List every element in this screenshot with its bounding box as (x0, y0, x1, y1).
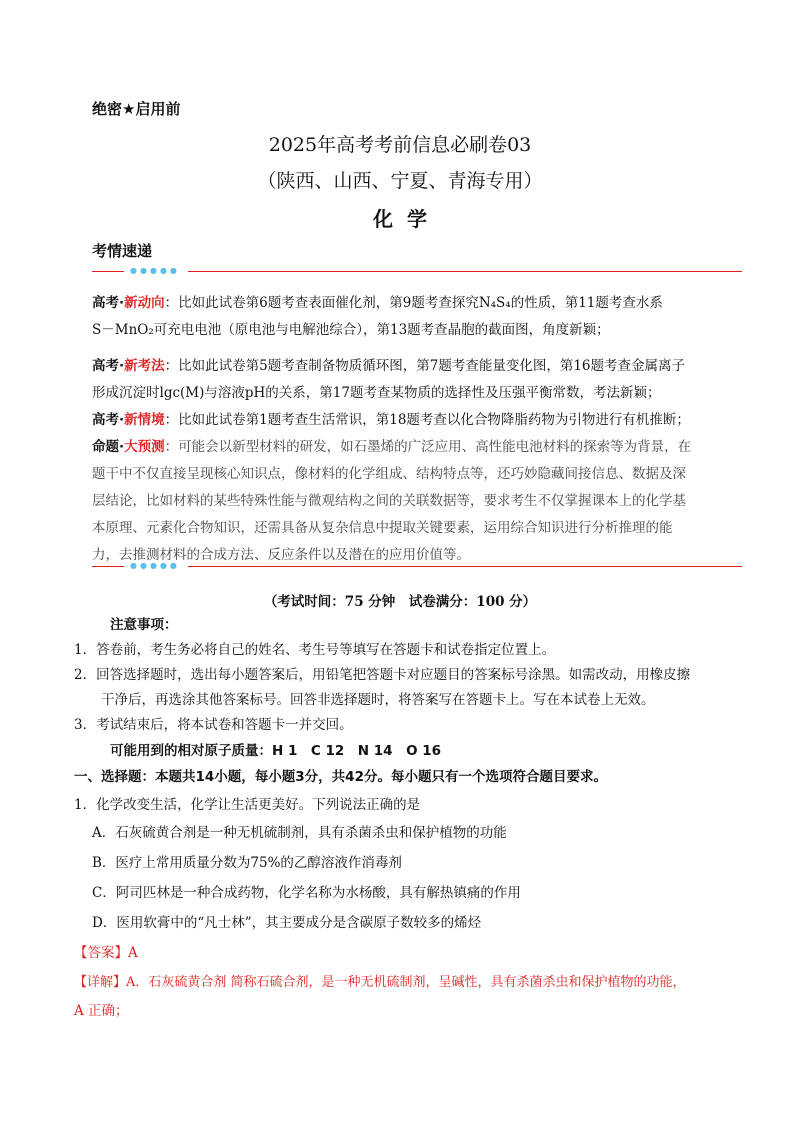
intro-paragraph-4: 命题·大预测：可能会以新型材料的研发，如石墨烯的广泛应用、高性能电池材料的探索等为背景，在 题干中不仅直接呈现核心知识点，像材料的化学组成、结构特点等，还巧妙隐藏间接信息、数据及深 层结论，比如材料的某些特殊性能与微观结构之间的关联数据等，要求考生不仅掌握课本上的化学基 本原理、元素化合物知识，还需具备从复杂信息中提取关键要素，运用综合知识进行分析推理的能 力，去推测材料的合成方法、反应条件以及潜在的应用价值等。 (92, 439, 692, 563)
exam-region: （陕西、山西、宁夏、青海专用） (257, 170, 543, 192)
question-1-detail: 【详解】A．石灰硫黄合剂 简称石硫合剂，是一种无机硫制剂，呈碱性，具有杀菌杀虫和保护植物的功能， (74, 975, 686, 990)
section-heading-overview: 考情速递 (92, 242, 153, 260)
intro-paragraph-1: 高考·新动向：比如此试卷第6题考查表面催化剂，第9题考查探究N₄S₄的性质，第11题考查水系 S－MnO₂可充电电池（原电池与电解池综合），第13题考查晶胞的截面图，角度新颖； (92, 295, 663, 338)
exam-title: 2025年高考考前信息必刷卷03 (268, 134, 532, 156)
notes-heading: 注意事项： (110, 617, 178, 633)
note-item-2: 2．回答选择题时，选出每小题答案后，用铅笔把答题卡对应题目的答案标号涂黑。如需改动，用橡皮擦 (74, 667, 691, 683)
question-1-detail-cont: A 正确； (74, 1003, 129, 1019)
note-item-3: 3．考试结束后，将本试卷和答题卡一并交回。 (74, 717, 353, 733)
question-1-stem: 1．化学改变生活，化学让生活更美好。下列说法正确的是 (74, 797, 421, 813)
exam-subject: 化学 (373, 207, 441, 231)
intro-paragraph-2: 高考·新考法：比如此试卷第5题考查制备物质循环图，第7题考查能量变化图，第16题考查金属离子 形成沉淀时lgc(M)与溶液pH的关系，第17题考查某物质的选择性及压强平衡常数，考法新颖； (92, 358, 685, 401)
confidential-mark: 绝密★启用前 (92, 100, 181, 118)
note-item-1: 1．答卷前，考生务必将自己的姓名、考生号等填写在答题卡和试卷指定位置上。 (74, 642, 556, 658)
dots-decoration: ●●●●● (130, 266, 180, 275)
section-one-heading: 一、选择题：本题共14小题，每小题3分，共42分。每小题只有一个选项符合题目要求。 (74, 769, 607, 785)
question-1-option-b: B．医疗上常用质量分数为75%的乙醇溶液作消毒剂 (92, 855, 402, 871)
question-1-option-d: D．医用软膏中的“凡士林”，其主要成分是含碳原子数较多的烯烃 (92, 915, 482, 931)
question-1-option-c: C．阿司匹林是一种合成药物，化学名称为水杨酸，具有解热镇痛的作用 (92, 885, 521, 901)
dots-decoration: ●●●●● (130, 561, 180, 570)
question-1-answer: 【答案】A (74, 945, 138, 961)
divider-top (92, 267, 742, 275)
intro-paragraph-3: 高考·新情境：比如此试卷第1题考查生活常识，第18题考查以化合物降脂药物为引物进行有机推断； (92, 412, 690, 428)
divider-bottom (92, 562, 742, 570)
note-item-2-cont: 干净后，再选涂其他答案标号。回答非选择题时，将答案写在答题卡上。写在本试卷上无效。 (74, 692, 655, 708)
question-1-option-a: A．石灰硫黄合剂是一种无机硫制剂，具有杀菌杀虫和保护植物的功能 (92, 825, 507, 841)
atomic-masses: 可能用到的相对原子质量：H 1 C 12 N 14 O 16 (110, 743, 442, 759)
exam-time-info: （考试时间：75 分钟 试卷满分：100 分） (263, 594, 537, 610)
